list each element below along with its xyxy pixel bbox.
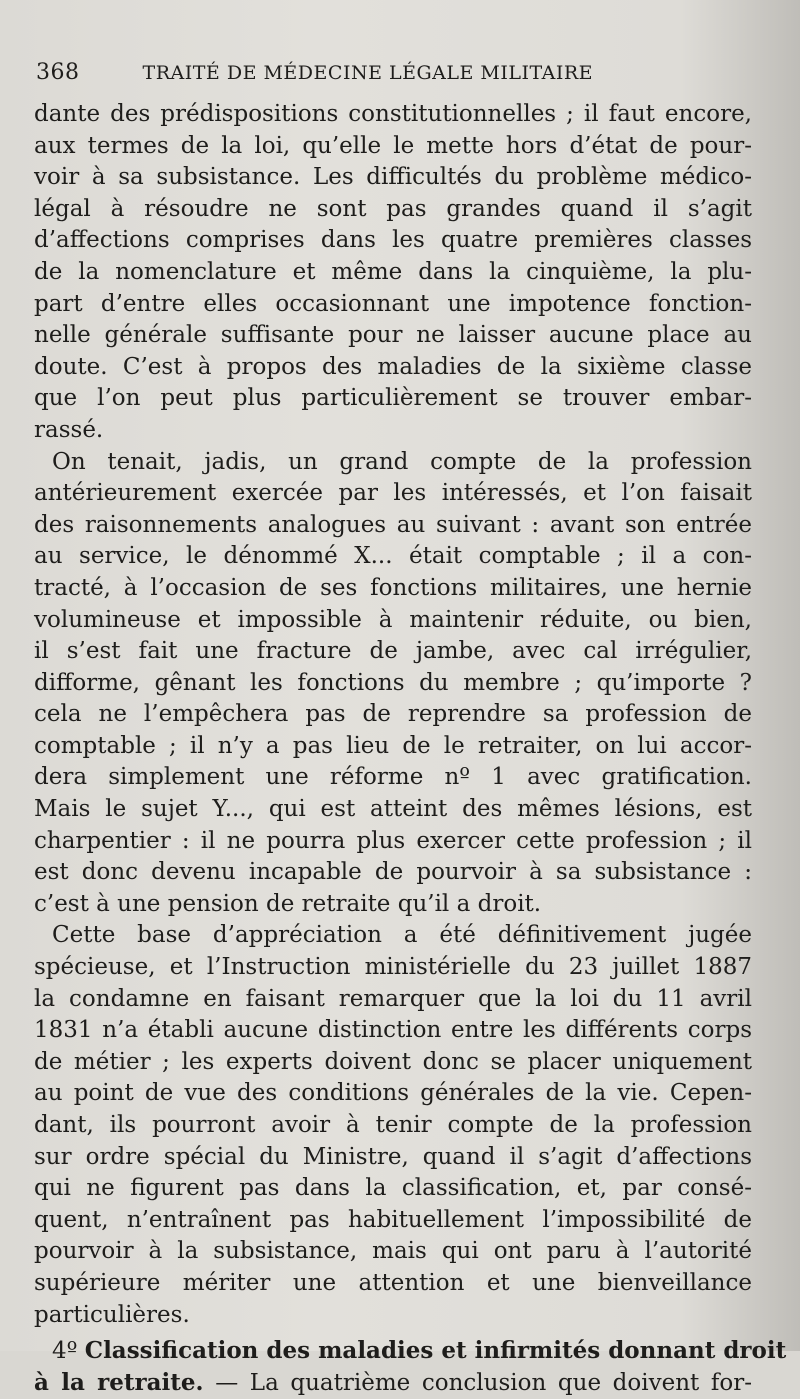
text-line: difforme, gênant les fonctions du membre ; qu’importe ?: [34, 669, 752, 696]
text-line: cela ne l’empêchera pas de reprendre sa profession de: [34, 701, 752, 728]
page-number: 368: [36, 60, 80, 85]
text-line: des raisonnements analogues au suivant : avant son entrée: [34, 511, 752, 538]
running-title: TRAITÉ DE MÉDECINE LÉGALE MILITAIRE: [142, 62, 594, 84]
text-line: pourvoir à la subsistance, mais qui ont paru à l’autorité: [34, 1238, 752, 1265]
text-line: Cette base d’appréciation a été définitivement jugée: [52, 922, 752, 949]
text-line: supérieure mériter une attention et une bienveillance: [34, 1269, 752, 1296]
text-line: spécieuse, et l’Instruction ministérielle du 23 juillet 1887: [34, 954, 752, 981]
section-text: — La quatrième conclusion que doivent for-: [215, 1369, 752, 1396]
paragraph-2: [34, 447, 752, 921]
text-line: dante des prédispositions constitutionnelles ; il faut encore,: [34, 101, 752, 127]
text-line: antérieurement exercée par les intéressés, et l’on faisait: [34, 480, 752, 507]
text-line: de la nomenclature et même dans la cinquième, la plu-: [34, 258, 752, 285]
text-line: légal à résoudre ne sont pas grandes quand il s’agit: [34, 195, 752, 222]
text-line: 1831 n’a établi aucune distinction entre les différents corps: [34, 1017, 752, 1044]
text-line: volumineuse et impossible à maintenir réduite, ou bien,: [34, 606, 752, 633]
text-line: sur ordre spécial du Ministre, quand il s’agit d’affections: [34, 1143, 752, 1170]
text-line: c’est à une pension de retraite qu’il a droit.: [34, 890, 542, 917]
text-line: tracté, à l’occasion de ses fonctions militaires, une hernie: [34, 574, 752, 601]
text-line: particulières.: [34, 1301, 190, 1328]
text-line: voir à sa subsistance. Les difficultés du problème médico-: [34, 164, 752, 191]
text-line: est donc devenu incapable de pourvoir à sa subsistance :: [34, 859, 752, 886]
text-line: la condamne en faisant remarquer que la loi du 11 avril: [34, 985, 752, 1012]
text-line: part d’entre elles occasionnant une impotence fonction-: [34, 290, 752, 317]
text-line: dera simplement une réforme nº 1 avec gratification.: [34, 764, 752, 791]
text-line: que l’on peut plus particulièrement se trouver embar-: [34, 385, 752, 412]
text-line: comptable ; il n’y a pas lieu de le retraiter, on lui accor-: [34, 732, 752, 759]
running-header: [36, 60, 736, 85]
text-line: doute. C’est à propos des maladies de la sixième classe: [34, 353, 752, 380]
paragraph-3: [34, 920, 752, 1331]
text-line: au service, le dénommé X... était comptable ; il a con-: [34, 543, 752, 570]
text-line: il s’est fait une fracture de jambe, avec cal irrégulier,: [34, 638, 752, 665]
text-line: de métier ; les experts doivent donc se placer uniquement: [34, 1048, 752, 1075]
text-line: d’affections comprises dans les quatre premières classes: [34, 227, 752, 254]
text-line: On tenait, jadis, un grand compte de la profession: [52, 448, 752, 475]
section-heading-line: [34, 1335, 787, 1367]
text-line: au point de vue des conditions générales de la vie. Cepen-: [34, 1080, 752, 1107]
page-body: [34, 99, 787, 1398]
text-line: nelle générale suffisante pour ne laisser aucune place au: [34, 322, 752, 349]
text-line: rassé.: [34, 416, 104, 443]
text-line: dant, ils pourront avoir à tenir compte de la profession: [34, 1112, 752, 1138]
text-line: charpentier : il ne pourra plus exercer cette profession ; il: [34, 827, 752, 854]
text-line: Mais le sujet Y..., qui est atteint des mêmes lésions, est: [34, 796, 752, 823]
text-line: aux termes de la loi, qu’elle le mette hors d’état de pour-: [34, 132, 752, 159]
section-heading-cont: à la retraite.: [34, 1368, 204, 1396]
section-heading-line: [34, 1367, 752, 1399]
text-line: quent, n’entraînent pas habituellement l’impossibilité de: [34, 1206, 752, 1233]
text-line: qui ne figurent pas dans la classification, et, par consé-: [34, 1175, 752, 1202]
paragraph-1: [34, 99, 752, 447]
section-heading: Classification des maladies et infirmités donnant droit: [84, 1337, 787, 1365]
section-number: 4º: [52, 1338, 78, 1365]
section-4: [34, 1335, 787, 1398]
